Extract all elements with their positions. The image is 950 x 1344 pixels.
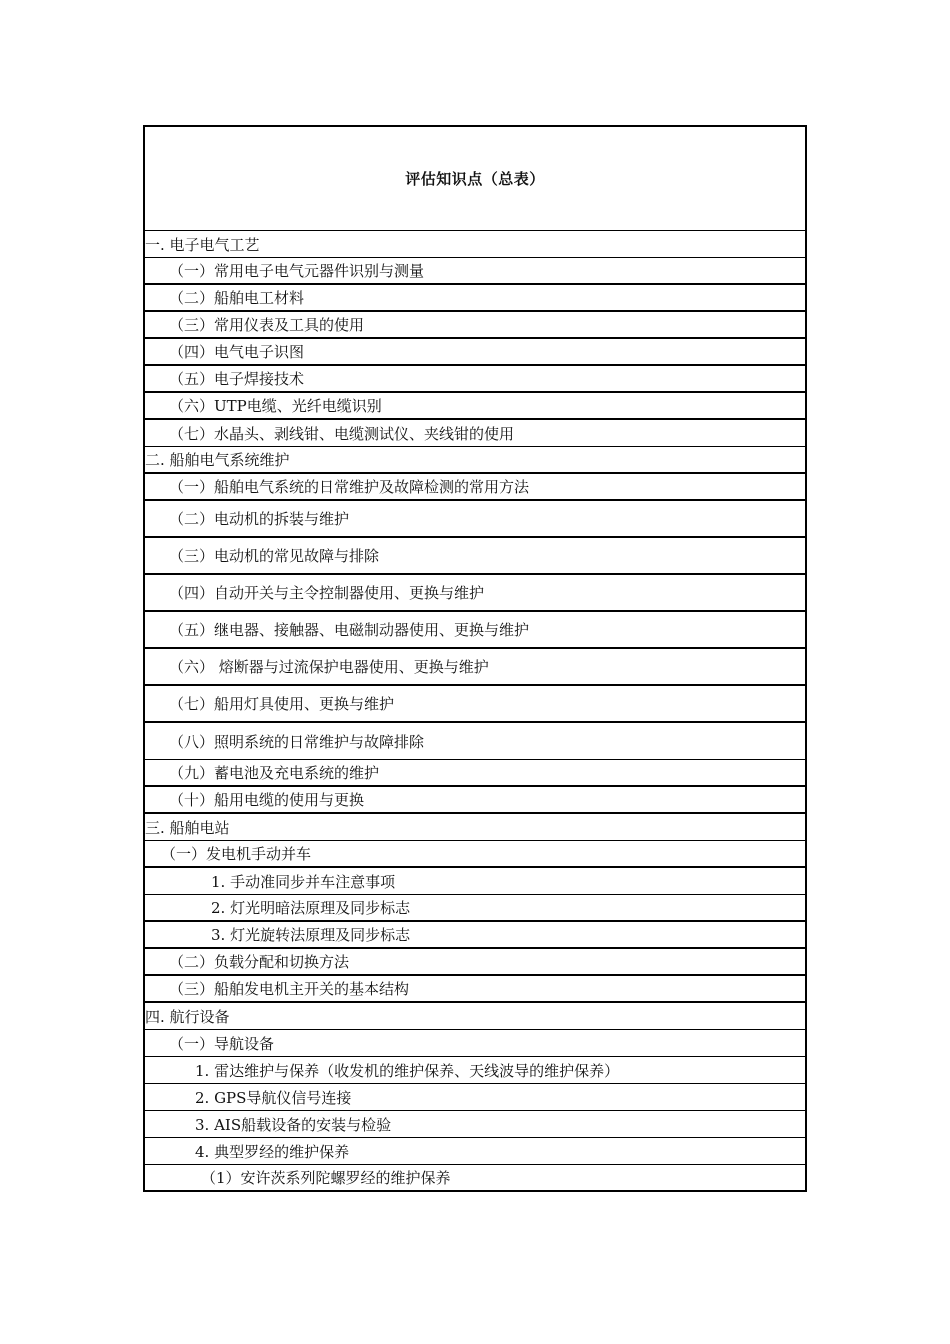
table-row — [145, 787, 805, 814]
row-text: （一）发电机手动并车 — [161, 845, 312, 863]
row-text: 2. GPS导航仪信号连接 — [195, 1088, 352, 1107]
row-text: （七）水晶头、剥线钳、电缆测试仪、夹线钳的使用 — [169, 424, 515, 443]
row-text: （四）自动开关与主令控制器使用、更换与维护 — [169, 584, 485, 602]
row-text: 1. 雷达维护与保养（收发机的维护保养、天线波导的维护保养） — [195, 1061, 620, 1080]
row-text: （十）船用电缆的使用与更换 — [169, 791, 365, 809]
table-row — [145, 976, 805, 1003]
table-row — [145, 868, 805, 895]
row-text: （二）电动机的拆装与维护 — [169, 510, 350, 528]
row-text: 3. 灯光旋转法原理及同步标志 — [211, 926, 411, 944]
table-row — [145, 258, 805, 285]
row-text: 3. AIS船载设备的安装与检验 — [195, 1115, 392, 1134]
table-row — [145, 1138, 805, 1165]
table-row — [145, 231, 805, 258]
row-text: （七）船用灯具使用、更换与维护 — [169, 695, 395, 713]
table-row — [145, 760, 805, 787]
row-text: （五）继电器、接触器、电磁制动器使用、更换与维护 — [169, 621, 530, 639]
table-row — [145, 366, 805, 393]
table-row — [145, 538, 805, 575]
table-row — [145, 686, 805, 723]
table-row — [145, 949, 805, 976]
row-text: （六）UTP电缆、光纤电缆识别 — [169, 397, 382, 415]
table-row — [145, 723, 805, 760]
row-text: （九）蓄电池及充电系统的维护 — [169, 764, 380, 782]
row-text: （三）常用仪表及工具的使用 — [169, 316, 365, 334]
row-text: （八）照明系统的日常维护与故障排除 — [169, 732, 425, 751]
table-row — [145, 612, 805, 649]
row-text: 一. 电子电气工艺 — [145, 235, 260, 254]
row-text: （二）负载分配和切换方法 — [169, 953, 350, 971]
table-row — [145, 339, 805, 366]
table-row — [145, 420, 805, 447]
table-row — [145, 814, 805, 841]
row-text: （一）常用电子电气元器件识别与测量 — [169, 262, 425, 280]
table-row — [145, 501, 805, 538]
table-row — [145, 895, 805, 922]
table-row — [145, 1084, 805, 1111]
knowledge-table — [143, 125, 807, 1192]
table-row — [145, 1003, 805, 1030]
row-text: （二）船舶电工材料 — [169, 289, 305, 307]
row-text: 四. 航行设备 — [145, 1007, 230, 1026]
table-row — [145, 1030, 805, 1057]
row-text: （三）电动机的常见故障与排除 — [169, 547, 380, 565]
row-text: （五）电子焊接技术 — [169, 370, 305, 388]
table-row — [145, 649, 805, 686]
row-text: 2. 灯光明暗法原理及同步标志 — [211, 899, 411, 917]
table-row — [145, 841, 805, 868]
row-text: 1. 手动准同步并车注意事项 — [211, 872, 396, 891]
row-text: （四）电气电子识图 — [169, 343, 305, 361]
table-row — [145, 447, 805, 474]
table-row — [145, 1057, 805, 1084]
table-row — [145, 922, 805, 949]
row-text: （三）船舶发电机主开关的基本结构 — [169, 980, 410, 998]
table-title: 评估知识点（总表） — [145, 127, 805, 231]
table-row — [145, 393, 805, 420]
row-text: 二. 船舶电气系统维护 — [145, 451, 290, 469]
table-row — [145, 1111, 805, 1138]
table-row — [145, 474, 805, 501]
table-row — [145, 575, 805, 612]
table-row — [145, 312, 805, 339]
table-row — [145, 285, 805, 312]
row-text: 4. 典型罗经的维护保养 — [195, 1142, 350, 1161]
table-body — [145, 231, 805, 1192]
row-text: （1）安许茨系列陀螺罗经的维护保养 — [201, 1169, 451, 1187]
row-text: 三. 船舶电站 — [145, 818, 230, 837]
row-text: （一）导航设备 — [169, 1034, 275, 1053]
row-text: （一）船舶电气系统的日常维护及故障检测的常用方法 — [169, 478, 530, 496]
table-row — [145, 1165, 805, 1192]
row-text: （六） 熔断器与过流保护电器使用、更换与维护 — [169, 658, 489, 676]
